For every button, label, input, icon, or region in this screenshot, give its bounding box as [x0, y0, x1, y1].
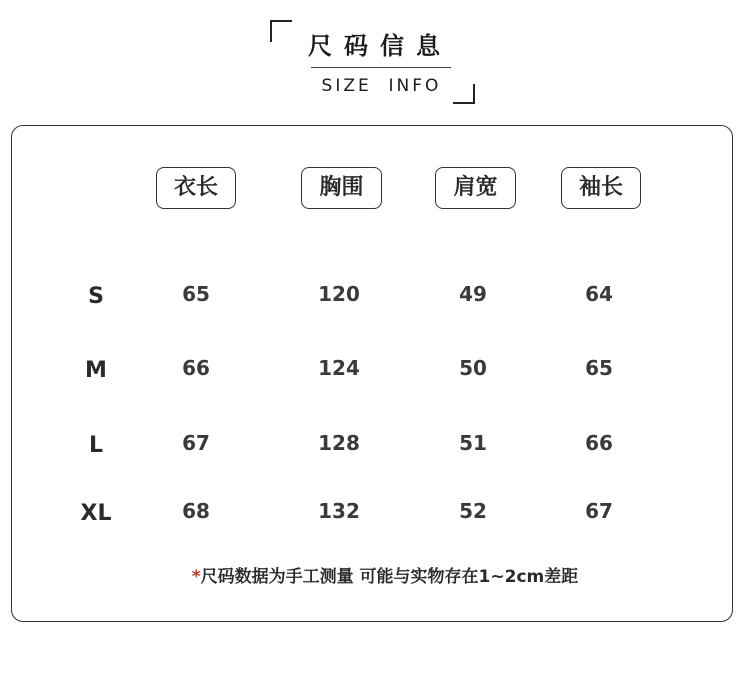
table-cell: 65: [182, 282, 210, 306]
table-cell: 64: [585, 282, 613, 306]
table-cell: 67: [182, 431, 210, 455]
corner-bracket-bottom-right: [453, 84, 475, 104]
size-label-m: M: [85, 358, 107, 383]
table-cell: 132: [318, 499, 360, 523]
page-subtitle: SIZE INFO: [321, 76, 442, 96]
table-cell: 66: [182, 356, 210, 380]
table-cell: 51: [459, 431, 487, 455]
size-label-xl: XL: [80, 501, 112, 526]
note-asterisk: *: [191, 567, 201, 587]
table-cell: 66: [585, 431, 613, 455]
measurement-note: [0, 562, 750, 587]
note-text: 尺码数据为手工测量 可能与实物存在1~2cm差距: [200, 567, 579, 587]
header-shoulder: 肩宽: [435, 167, 516, 209]
size-label-s: S: [88, 284, 104, 309]
table-cell: 68: [182, 499, 210, 523]
size-label-l: L: [88, 433, 104, 458]
table-cell: 49: [459, 282, 487, 306]
header-sleeve: 袖长: [561, 167, 641, 209]
table-cell: 50: [459, 356, 487, 380]
table-cell: 120: [318, 282, 360, 306]
table-cell: 128: [318, 431, 360, 455]
header-chest: 胸围: [301, 167, 382, 209]
table-cell: 67: [585, 499, 613, 523]
table-cell: 52: [459, 499, 487, 523]
header-length: 衣长: [156, 167, 236, 209]
page-title: 尺码信息: [308, 32, 452, 60]
table-cell: 65: [585, 356, 613, 380]
table-cell: 124: [318, 356, 360, 380]
title-divider: [311, 67, 451, 68]
